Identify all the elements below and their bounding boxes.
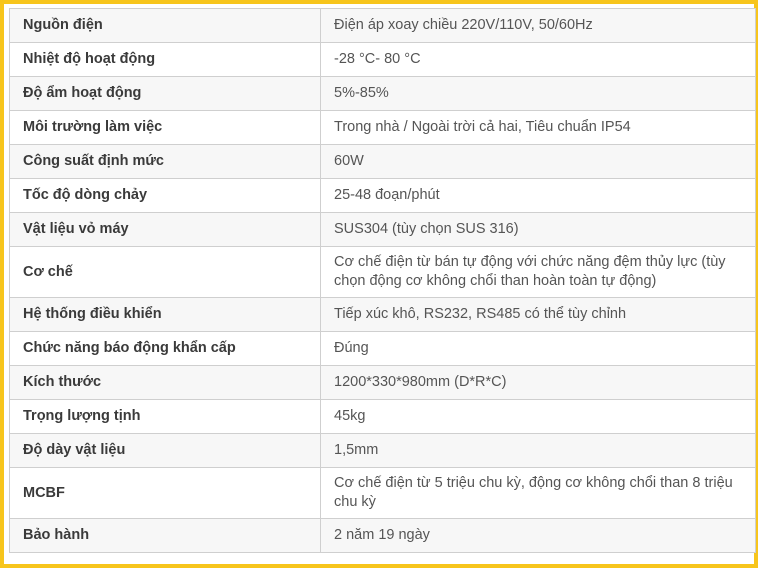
spec-label: Nguồn điện <box>10 9 321 43</box>
spec-value: 60W <box>321 145 756 179</box>
table-row <box>10 145 756 179</box>
table-row <box>10 366 756 400</box>
spec-label: Kích thước <box>10 366 321 400</box>
table-row <box>10 247 756 298</box>
table-row <box>10 400 756 434</box>
spec-value: 1200*330*980mm (D*R*C) <box>321 366 756 400</box>
spec-label: Vật liệu vỏ máy <box>10 213 321 247</box>
spec-label: Cơ chế <box>10 247 321 298</box>
spec-value: Cơ chế điện từ bán tự động với chức năng đệm thủy lực (tùy chọn động cơ không chổi than hoàn toàn tự động) <box>321 247 756 298</box>
table-row <box>10 9 756 43</box>
table-row <box>10 298 756 332</box>
table-row <box>10 468 756 519</box>
spec-label: MCBF <box>10 468 321 519</box>
spec-value: Điện áp xoay chiều 220V/110V, 50/60Hz <box>321 9 756 43</box>
spec-label: Trọng lượng tịnh <box>10 400 321 434</box>
spec-value: Cơ chế điện từ 5 triệu chu kỳ, động cơ không chổi than 8 triệu chu kỳ <box>321 468 756 519</box>
spec-value: SUS304 (tùy chọn SUS 316) <box>321 213 756 247</box>
spec-value: 5%-85% <box>321 77 756 111</box>
spec-label: Môi trường làm việc <box>10 111 321 145</box>
spec-value: 2 năm 19 ngày <box>321 519 756 553</box>
spec-label: Độ dày vật liệu <box>10 434 321 468</box>
spec-value: Đúng <box>321 332 756 366</box>
spec-value: Trong nhà / Ngoài trời cả hai, Tiêu chuẩn IP54 <box>321 111 756 145</box>
spec-table <box>9 8 756 553</box>
table-row <box>10 43 756 77</box>
table-row <box>10 77 756 111</box>
table-row <box>10 179 756 213</box>
spec-label: Tốc độ dòng chảy <box>10 179 321 213</box>
table-row <box>10 332 756 366</box>
spec-value: 1,5mm <box>321 434 756 468</box>
table-row <box>10 213 756 247</box>
spec-value: 45kg <box>321 400 756 434</box>
table-row <box>10 434 756 468</box>
spec-value: -28 °C- 80 °C <box>321 43 756 77</box>
spec-label: Chức năng báo động khẩn cấp <box>10 332 321 366</box>
spec-label: Công suất định mức <box>10 145 321 179</box>
spec-value: 25-48 đoạn/phút <box>321 179 756 213</box>
spec-value: Tiếp xúc khô, RS232, RS485 có thể tùy chỉnh <box>321 298 756 332</box>
spec-label: Hệ thống điều khiển <box>10 298 321 332</box>
spec-label: Bảo hành <box>10 519 321 553</box>
spec-label: Nhiệt độ hoạt động <box>10 43 321 77</box>
spec-label: Độ ẩm hoạt động <box>10 77 321 111</box>
table-row <box>10 519 756 553</box>
table-row <box>10 111 756 145</box>
